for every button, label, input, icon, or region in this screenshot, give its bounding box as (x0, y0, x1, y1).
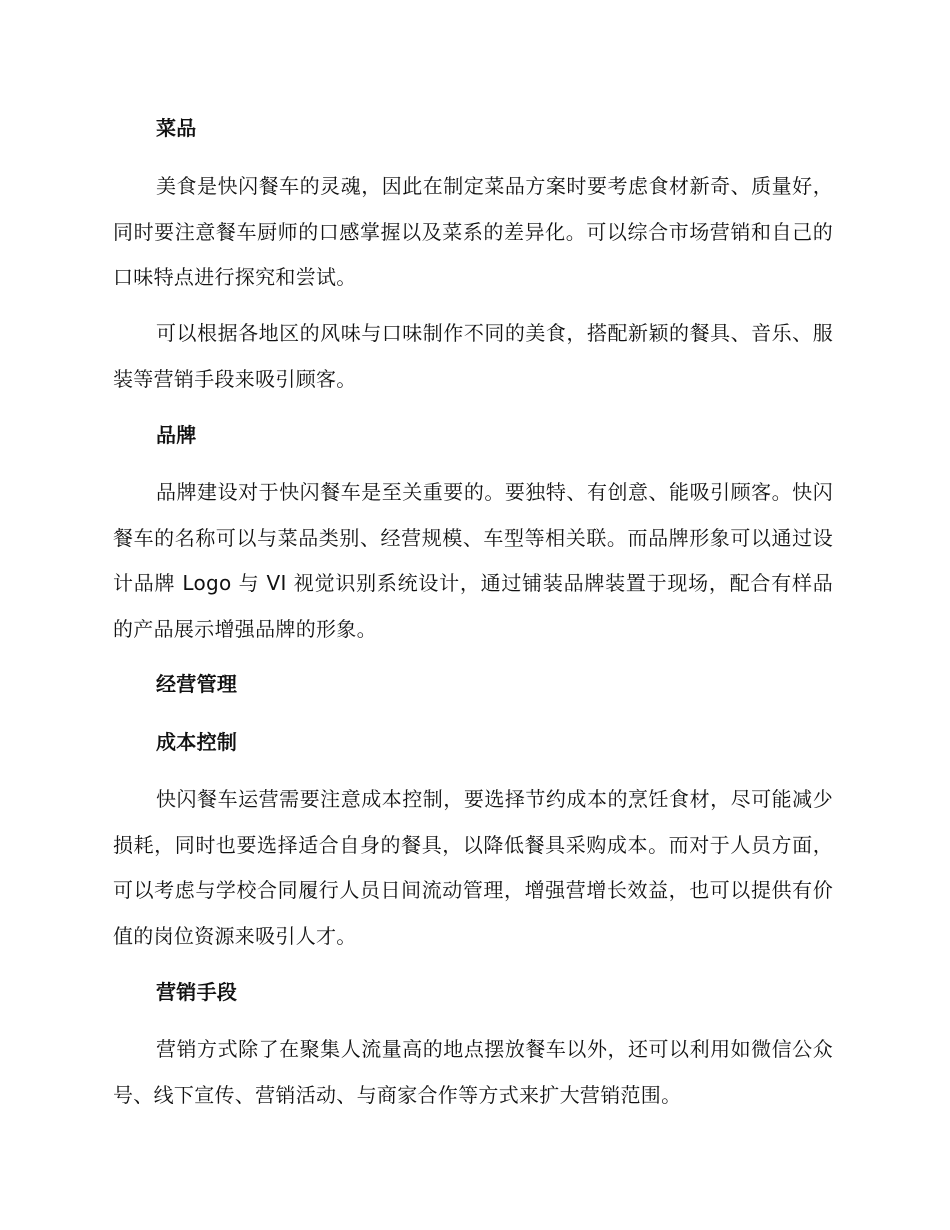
marketing-paragraph: 营销方式除了在聚集人流量高的地点摆放餐车以外，还可以利用如微信公众号、线下宣传、营销活动、与商家合作等方式来扩大营销范围。 (113, 1037, 833, 1107)
management-heading: 经营管理 (156, 672, 238, 696)
cost-control-paragraph: 快闪餐车运营需要注意成本控制，要选择节约成本的烹饪食材，尽可能减少损耗，同时也要选择适合自身的餐具，以降低餐具采购成本。而对于人员方面，可以考虑与学校合同履行人员日间流动管理，增强营增长效益，也可以提供有价值的岗位资源来吸引人才。 (113, 787, 833, 948)
brand-paragraph-1: 品牌建设对于快闪餐车是至关重要的。要独特、有创意、能吸引顾客。快闪餐车的名称可以与菜品类别、经营规模、车型等相关联。而品牌形象可以通过设计品牌 Logo 与 VI 视觉识别系统设计，通过铺装品牌装置于现场，配合有样品的产品展示增强品牌的形象。 (113, 480, 833, 641)
cost-control-heading: 成本控制 (156, 730, 238, 754)
dishes-paragraph-2: 可以根据各地区的风味与口味制作不同的美食，搭配新颖的餐具、音乐、服装等营销手段来吸引顾客。 (113, 321, 833, 391)
marketing-heading: 营销手段 (156, 980, 238, 1004)
brand-heading: 品牌 (156, 423, 197, 447)
dishes-heading: 菜品 (156, 116, 197, 140)
dishes-paragraph-1: 美食是快闪餐车的灵魂，因此在制定菜品方案时要考虑食材新奇、质量好，同时要注意餐车厨师的口感掌握以及菜系的差异化。可以综合市场营销和自己的口味特点进行探究和尝试。 (113, 174, 833, 289)
